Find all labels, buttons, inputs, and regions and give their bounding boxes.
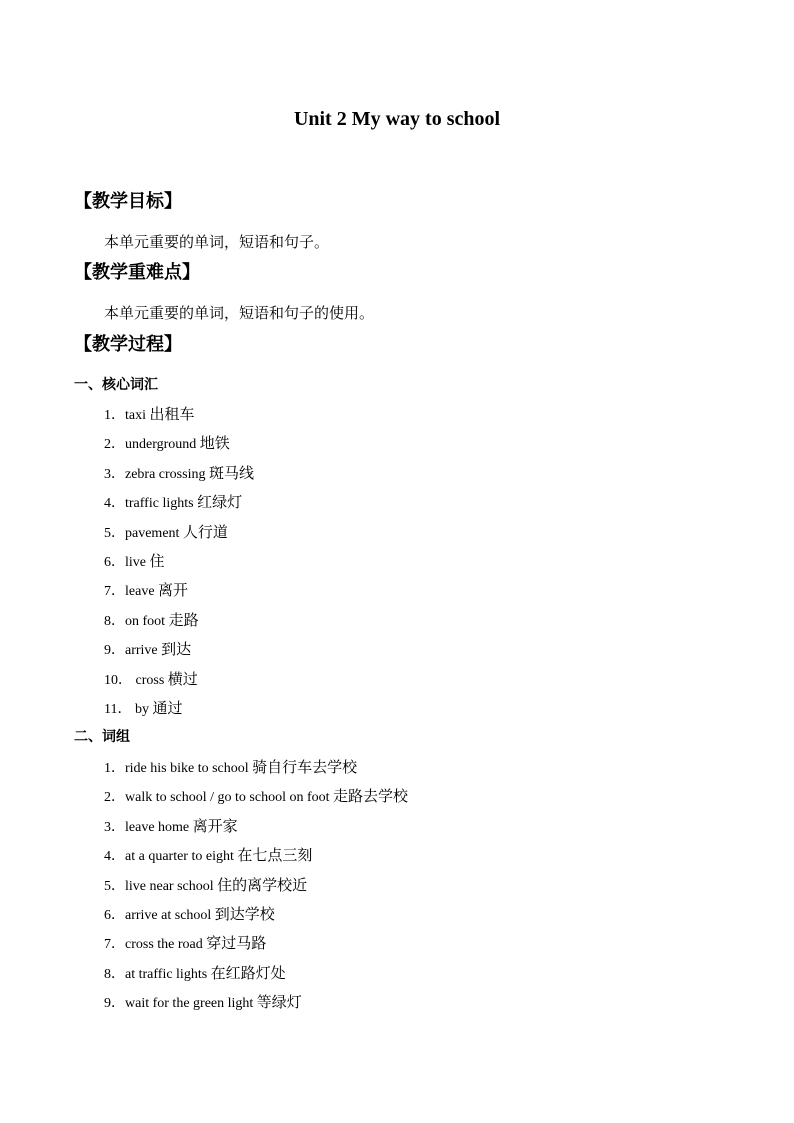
item-english: walk to school / go to school on foot <box>125 790 334 806</box>
vocabulary-item <box>104 522 254 551</box>
vocabulary-item <box>104 580 254 609</box>
item-number: 10． <box>104 672 132 688</box>
item-chinese: 到达 <box>161 640 192 659</box>
item-chinese: 在红路灯处 <box>210 963 286 982</box>
item-english: at a quarter to eight <box>125 849 238 865</box>
item-chinese: 骑自行车去学校 <box>252 758 358 776</box>
page-title: Unit 2 My way to school <box>293 108 501 130</box>
item-number: 9． <box>104 996 125 1012</box>
item-number: 2． <box>104 437 125 453</box>
item-number: 5． <box>104 525 125 541</box>
item-chinese: 地铁 <box>199 434 230 453</box>
item-chinese: 红绿灯 <box>197 493 243 512</box>
vocabulary-item <box>104 433 254 462</box>
item-number: 5． <box>104 878 125 894</box>
item-number: 6． <box>104 554 125 570</box>
heading-phrases: 二、词组 <box>74 729 130 745</box>
item-number: 1． <box>104 761 125 776</box>
item-english: leave home <box>125 819 193 835</box>
heading-teaching-process: 【教学过程】 <box>74 334 182 355</box>
item-chinese: 通过 <box>152 698 183 717</box>
item-chinese: 离开家 <box>192 816 238 835</box>
heading-core-vocabulary: 一、核心词汇 <box>74 377 158 393</box>
item-chinese: 到达学校 <box>214 904 275 923</box>
item-chinese: 住 <box>149 551 165 570</box>
item-number: 8． <box>104 613 125 629</box>
item-number: 11． <box>104 701 132 717</box>
item-chinese: 斑马线 <box>208 463 254 482</box>
phrase-item <box>104 845 408 874</box>
item-number: 6． <box>104 907 125 923</box>
item-english: leave <box>125 584 159 600</box>
item-number: 1． <box>104 408 125 423</box>
item-number: 7． <box>104 584 125 600</box>
item-number: 9． <box>104 643 125 659</box>
item-number: 4． <box>104 849 125 865</box>
vocabulary-item <box>104 404 254 433</box>
item-chinese: 在七点三刻 <box>237 846 313 865</box>
item-english: live <box>125 554 150 570</box>
vocabulary-item <box>104 669 254 698</box>
item-chinese: 人行道 <box>182 522 228 541</box>
item-english: wait for the green light <box>125 996 257 1012</box>
item-chinese: 离开 <box>158 581 189 600</box>
vocabulary-item <box>104 698 254 727</box>
item-english: arrive <box>125 643 162 659</box>
heading-teaching-goals: 【教学目标】 <box>74 191 182 212</box>
phrase-item <box>104 904 408 933</box>
item-chinese: 走路 <box>168 610 199 629</box>
phrase-item <box>104 816 408 845</box>
item-english: arrive at school <box>125 907 215 923</box>
phrase-item <box>104 757 408 786</box>
item-english: ride his bike to school <box>125 761 253 776</box>
phrase-item <box>104 875 408 904</box>
vocabulary-item <box>104 463 254 492</box>
vocabulary-list <box>104 404 254 727</box>
item-english: taxi <box>125 408 150 423</box>
item-number: 3． <box>104 466 125 482</box>
phrase-item <box>104 786 408 815</box>
item-english: cross <box>132 672 168 688</box>
item-chinese: 穿过马路 <box>206 934 267 953</box>
phrase-item <box>104 992 408 1021</box>
item-english: live near school <box>125 878 218 894</box>
item-english: at traffic lights <box>125 966 211 982</box>
vocabulary-item <box>104 492 254 521</box>
item-english: by <box>131 701 153 717</box>
phrase-item <box>104 933 408 962</box>
vocabulary-item <box>104 610 254 639</box>
item-number: 4． <box>104 496 125 512</box>
item-number: 7． <box>104 937 125 953</box>
item-chinese: 等绿灯 <box>256 993 302 1012</box>
item-chinese: 横过 <box>167 669 198 688</box>
teaching-goals-text: 本单元重要的单词，短语和句子。 <box>104 233 330 251</box>
item-english: traffic lights <box>125 496 198 512</box>
item-english: zebra crossing <box>125 466 209 482</box>
item-english: cross the road <box>125 937 207 953</box>
vocabulary-item <box>104 551 254 580</box>
item-chinese: 出租车 <box>149 405 195 423</box>
item-chinese: 住的离学校近 <box>217 875 308 894</box>
item-english: pavement <box>125 525 183 541</box>
phrase-list <box>104 757 408 1022</box>
heading-key-difficulties: 【教学重难点】 <box>74 262 200 283</box>
key-difficulties-text: 本单元重要的单词，短语和句子的使用。 <box>104 304 375 322</box>
item-english: underground <box>125 437 200 453</box>
item-number: 3． <box>104 819 125 835</box>
item-chinese: 走路去学校 <box>333 787 409 806</box>
item-number: 2． <box>104 790 125 806</box>
item-english: on foot <box>125 613 169 629</box>
phrase-item <box>104 963 408 992</box>
vocabulary-item <box>104 639 254 668</box>
item-number: 8． <box>104 966 125 982</box>
